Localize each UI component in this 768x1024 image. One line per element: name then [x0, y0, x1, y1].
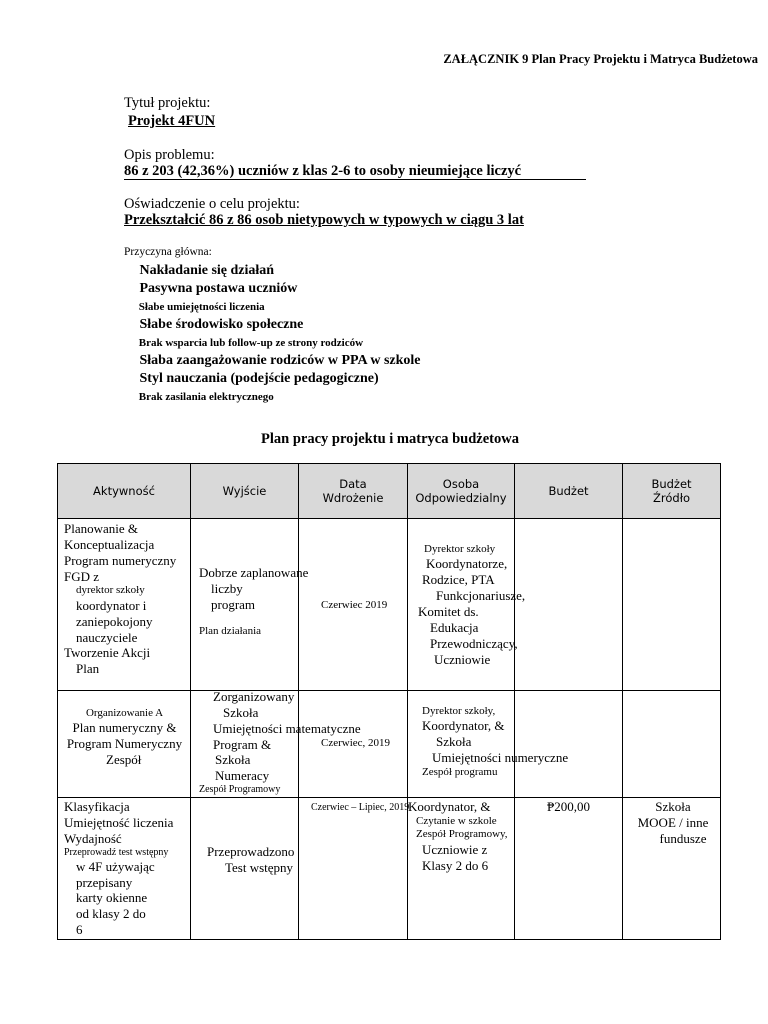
- cell-activity: Organizowanie A Plan numeryczny & Program Numeryczny Zespół: [58, 691, 191, 798]
- col-source: Budżet Źródło: [623, 464, 721, 519]
- goal-value: Przekształcić 86 z 86 osob nietypowych w typowych w ciągu 3 lat: [124, 212, 524, 228]
- cell-source: Szkoła MOOE / inne fundusze: [623, 798, 721, 940]
- cell-person: Dyrektor szkoły, Koordynator, & Szkoła Umiejętności numeryczne Zespół programu: [408, 691, 515, 798]
- cell-source: [623, 519, 721, 691]
- cell-person: Dyrektor szkoły Koordynatorze, Rodzice, PTA Funkcjonariusze, Komitet ds. Edukacja Przewodniczący, Uczniowie: [408, 519, 515, 691]
- cause-item: Brak wsparcia lub follow-up ze strony rodziców: [138, 337, 364, 349]
- work-plan-table: [57, 463, 721, 940]
- table-header-row: [58, 464, 721, 519]
- cell-output: Dobrze zaplanowane liczby program Plan działania: [191, 519, 299, 691]
- table-row: [58, 691, 721, 798]
- title-label: Tytuł projektu:: [124, 95, 211, 111]
- table-row: [58, 798, 721, 940]
- cause-item: Nakładanie się działań: [139, 263, 275, 278]
- goal-label: Oświadczenie o celu projektu:: [124, 196, 300, 212]
- cell-date: Czerwiec 2019: [299, 519, 408, 691]
- cause-item: Pasywna postawa uczniów: [139, 281, 298, 296]
- cause-item: Styl nauczania (podejście pedagogiczne): [139, 371, 379, 386]
- cell-source: [623, 691, 721, 798]
- cell-output: Przeprowadzono Test wstępny: [191, 798, 299, 940]
- title-value: Projekt 4FUN: [128, 113, 216, 129]
- problem-value: 86 z 203 (42,36%) uczniów z klas 2-6 to osoby nieumiejące liczyć: [124, 164, 586, 180]
- table-row: [58, 519, 721, 691]
- col-output: Wyjście: [191, 464, 299, 519]
- cell-person: Koordynator, & Czytanie w szkole Zespół Programowy, Uczniowie z Klasy 2 do 6: [408, 798, 515, 940]
- cause-item: Słabe środowisko społeczne: [139, 317, 304, 332]
- col-activity: Aktywność: [58, 464, 191, 519]
- problem-label: Opis problemu:: [124, 147, 215, 163]
- plan-title: Plan pracy projektu i matryca budżetowa: [261, 431, 519, 447]
- cell-budget: ₱200,00: [515, 798, 623, 940]
- cause-item: Brak zasilania elektrycznego: [138, 391, 274, 403]
- document-header: ZAŁĄCZNIK 9 Plan Pracy Projektu i Matryca Budżetowa: [443, 52, 758, 66]
- causes-label: Przyczyna główna:: [124, 246, 212, 258]
- cell-budget: [515, 519, 623, 691]
- col-budget: Budżet: [515, 464, 623, 519]
- cell-output: Zorganizowany Szkoła Umiejętności matematyczne Program & Szkoła Numeracy Zespół Programowy: [191, 691, 299, 798]
- cause-item: Słaba zaangażowanie rodziców w PPA w szkole: [139, 353, 421, 368]
- cell-date: Czerwiec – Lipiec, 2019: [299, 798, 408, 940]
- col-person: Osoba Odpowiedzialny: [408, 464, 515, 519]
- cell-budget: [515, 691, 623, 798]
- cell-activity: Planowanie & Konceptualizacja Program numeryczny FGD z dyrektor szkoły koordynator i zaniepokojony nauczyciele Tworzenie Akcji Plan: [58, 519, 191, 691]
- cause-item: Słabe umiejętności liczenia: [138, 301, 265, 313]
- cell-date: Czerwiec, 2019: [299, 691, 408, 798]
- col-date: Data Wdrożenie: [299, 464, 408, 519]
- cell-activity: Klasyfikacja Umiejętność liczenia Wydajność Przeprowadź test wstępny w 4F używając przepisany karty okienne od klasy 2 do 6: [58, 798, 191, 940]
